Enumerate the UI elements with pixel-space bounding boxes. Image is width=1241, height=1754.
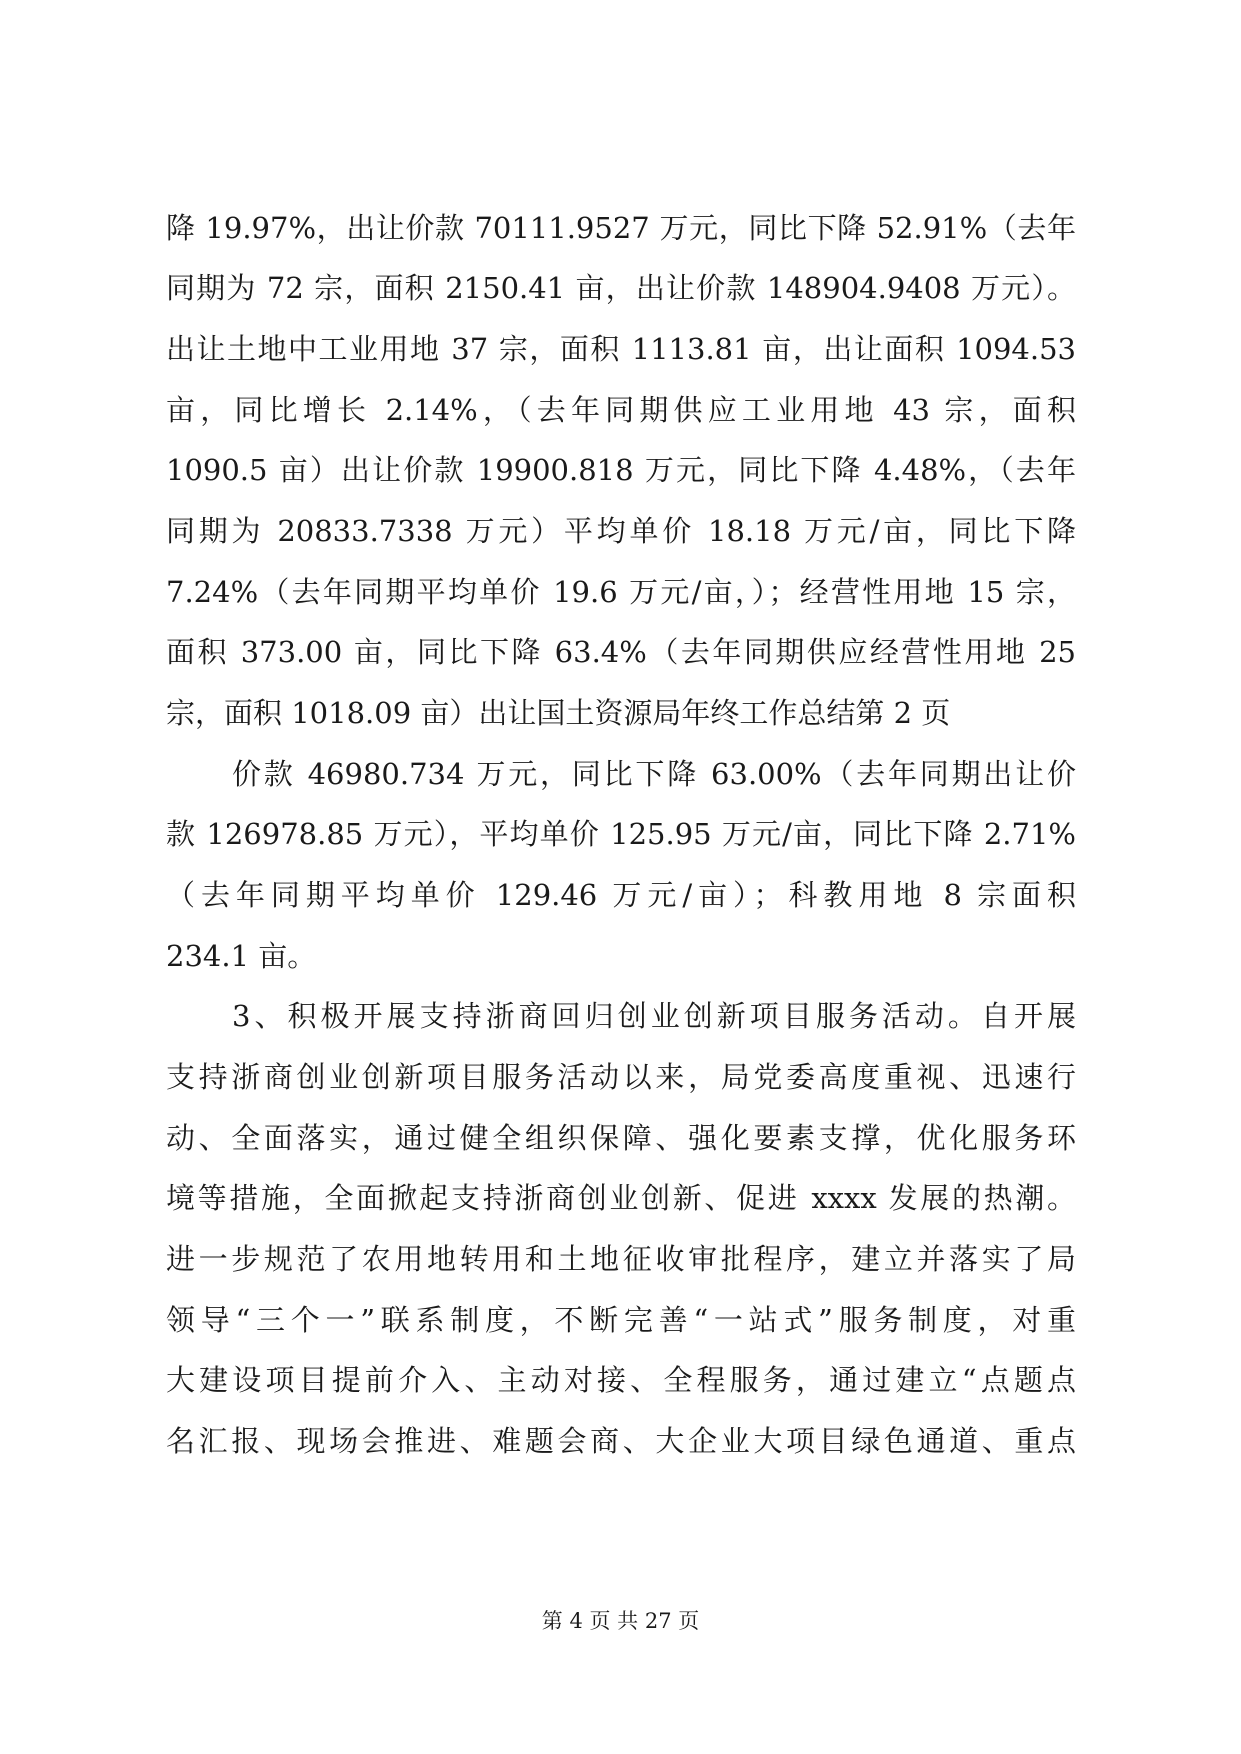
body-text-line: 面积 373.00 亩，同比下降 63.4%（去年同期供应经营性用地 25	[166, 635, 1076, 669]
body-text-line: 支持浙商创业创新项目服务活动以来，局党委高度重视、迅速行	[166, 1060, 1076, 1094]
body-text-line: 价款 46980.734 万元，同比下降 63.00%（去年同期出让价	[232, 757, 1076, 791]
body-text-line: （去年同期平均单价 129.46 万元/亩）；科教用地 8 宗面积	[166, 878, 1076, 912]
body-text-line: 7.24%（去年同期平均单价 19.6 万元/亩，）；经营性用地 15 宗，	[166, 575, 1076, 609]
page-number-footer: 第 4 页 共 27 页	[541, 1609, 700, 1633]
body-text-line: 境等措施，全面掀起支持浙商创业创新、促进 xxxx 发展的热潮。	[166, 1181, 1076, 1215]
body-text-line: 同期为 20833.7338 万元）平均单价 18.18 万元/亩，同比下降	[166, 514, 1076, 548]
body-text-line: 降 19.97%，出让价款 70111.9527 万元，同比下降 52.91%（去年	[166, 211, 1076, 245]
body-text-line: 进一步规范了农用地转用和土地征收审批程序，建立并落实了局	[166, 1242, 1076, 1276]
body-text-line: 出让土地中工业用地 37 宗，面积 1113.81 亩，出让面积 1094.53	[166, 332, 1076, 366]
body-text-line: 234.1 亩。	[166, 939, 317, 973]
body-text-line: 1090.5 亩）出让价款 19900.818 万元，同比下降 4.48%，（去年	[166, 453, 1076, 487]
body-text-line: 3、积极开展支持浙商回归创业创新项目服务活动。自开展	[232, 999, 1076, 1033]
body-text-line: 动、全面落实，通过健全组织保障、强化要素支撑，优化服务环	[166, 1121, 1076, 1155]
body-text-line: 领导“三个一”联系制度，不断完善“一站式”服务制度，对重	[166, 1303, 1076, 1337]
body-text-line: 款 126978.85 万元），平均单价 125.95 万元/亩，同比下降 2.71%	[166, 817, 1076, 851]
body-text-line: 宗，面积 1018.09 亩）出让国土资源局年终工作总结第 2 页	[166, 696, 951, 730]
body-text-line: 名汇报、现场会推进、难题会商、大企业大项目绿色通道、重点	[166, 1424, 1076, 1458]
body-text-line: 亩，同比增长 2.14%，（去年同期供应工业用地 43 宗，面积	[166, 393, 1076, 427]
body-text-line: 同期为 72 宗，面积 2150.41 亩，出让价款 148904.9408 万元）。	[166, 271, 1076, 305]
body-text-line: 大建设项目提前介入、主动对接、全程服务，通过建立“点题点	[166, 1363, 1076, 1397]
